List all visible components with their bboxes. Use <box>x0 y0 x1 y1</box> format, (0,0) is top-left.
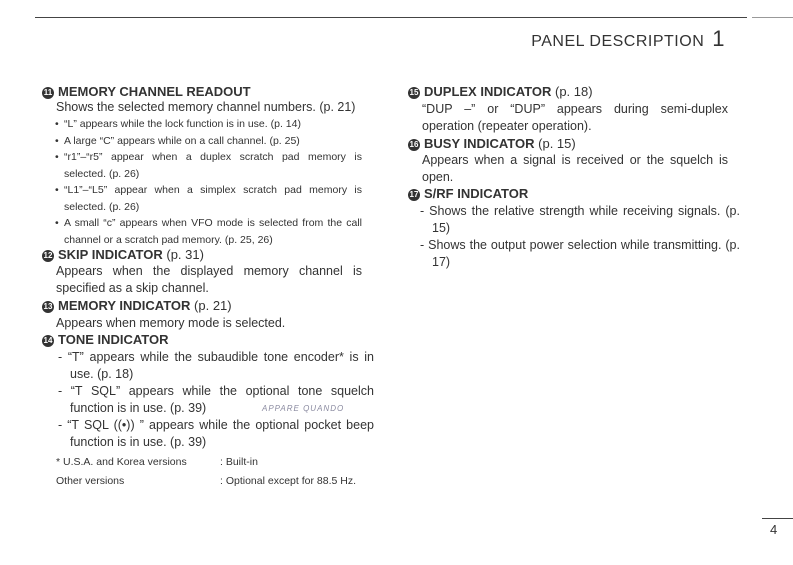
section-16-body: Appears when a signal is received or the squelch is open. <box>422 153 728 184</box>
dash-item: - “T SQL” appears while the optional tone squelch function is in use. (p. 39) <box>58 384 374 415</box>
footnote-value: : Optional except for 88.5 Hz. <box>220 475 356 487</box>
top-rule-right <box>752 17 793 18</box>
handwritten-note: APPARE QUANDO <box>262 404 345 413</box>
footnote-label: * U.S.A. and Korea versions <box>56 456 187 468</box>
title-text: SKIP INDICATOR <box>58 247 163 262</box>
top-rule <box>35 17 747 18</box>
section-13-body: Appears when memory mode is selected. <box>56 316 286 330</box>
section-17-title <box>408 186 528 201</box>
dash-item: - “T” appears while the subaudible tone encoder* is in use. (p. 18) <box>58 350 374 381</box>
section-14-title <box>42 332 169 347</box>
number-badge: 11 <box>43 88 53 97</box>
page-ref: (p. 21) <box>194 298 232 313</box>
bullet: • A small “c” appears when VFO mode is selected from the call channel or a scratch pad memory. (p. 25, 26) <box>64 215 362 248</box>
section-12-title <box>42 247 204 262</box>
title-text: BUSY INDICATOR <box>424 136 535 151</box>
title-text: S/RF INDICATOR <box>424 186 529 201</box>
page-ref: (p. 18) <box>554 84 593 99</box>
bullet: • “L” appears while the lock function is in use. (p. 14) <box>64 116 362 133</box>
section-11-body: Shows the selected memory channel numbers. (p. 21) <box>56 100 356 114</box>
section-13-title <box>42 298 232 313</box>
number-badge: 17 <box>409 190 419 199</box>
footnote-2 <box>56 475 356 487</box>
dash-item: - “T SQL ((•)) ” appears while the optional pocket beep function is in use. (p. 39) <box>58 418 374 449</box>
section-15-title <box>408 84 593 99</box>
title-text: MEMORY INDICATOR <box>58 298 191 313</box>
page-ref: (p. 31) <box>166 247 204 262</box>
section-11-title <box>42 84 251 99</box>
bullet: • “r1”–“r5” appear when a duplex scratch pad memory is selected. (p. 26) <box>64 149 362 182</box>
section-12-body: Appears when the displayed memory channel is specified as a skip channel. <box>56 264 362 295</box>
page-ref: (p. 15) <box>538 136 576 151</box>
header-title: PANEL DESCRIPTION <box>531 33 705 50</box>
number-badge: 16 <box>409 140 419 149</box>
title-text: DUPLEX INDICATOR <box>424 84 552 99</box>
dash-item: - Shows the relative strength while receiving signals. (p. 15) <box>420 204 740 235</box>
number-badge: 15 <box>409 88 419 97</box>
footnote-label: Other versions <box>56 475 125 487</box>
chapter-number: 1 <box>712 26 725 51</box>
number-badge: 14 <box>43 336 53 345</box>
title-text: MEMORY CHANNEL READOUT <box>58 84 251 99</box>
page-number: 4 <box>770 522 778 537</box>
footnote-value: : Built-in <box>220 456 258 468</box>
bullet: • “L1”–“L5” appear when a simplex scratch pad memory is selected. (p. 26) <box>64 182 362 215</box>
section-16-title <box>408 136 576 151</box>
number-badge: 12 <box>43 251 53 260</box>
bullet: • A large “C” appears while on a call channel. (p. 25) <box>64 133 362 150</box>
dash-item: - Shows the output power selection while transmitting. (p. 17) <box>420 238 740 269</box>
page-header <box>531 26 725 52</box>
number-badge: 13 <box>43 302 53 311</box>
page-number-rule <box>762 518 793 519</box>
title-text: TONE INDICATOR <box>58 332 169 347</box>
section-15-body: “DUP –” or “DUP” appears during semi-duplex operation (repeater operation). <box>422 102 728 133</box>
footnote-1 <box>56 456 258 468</box>
